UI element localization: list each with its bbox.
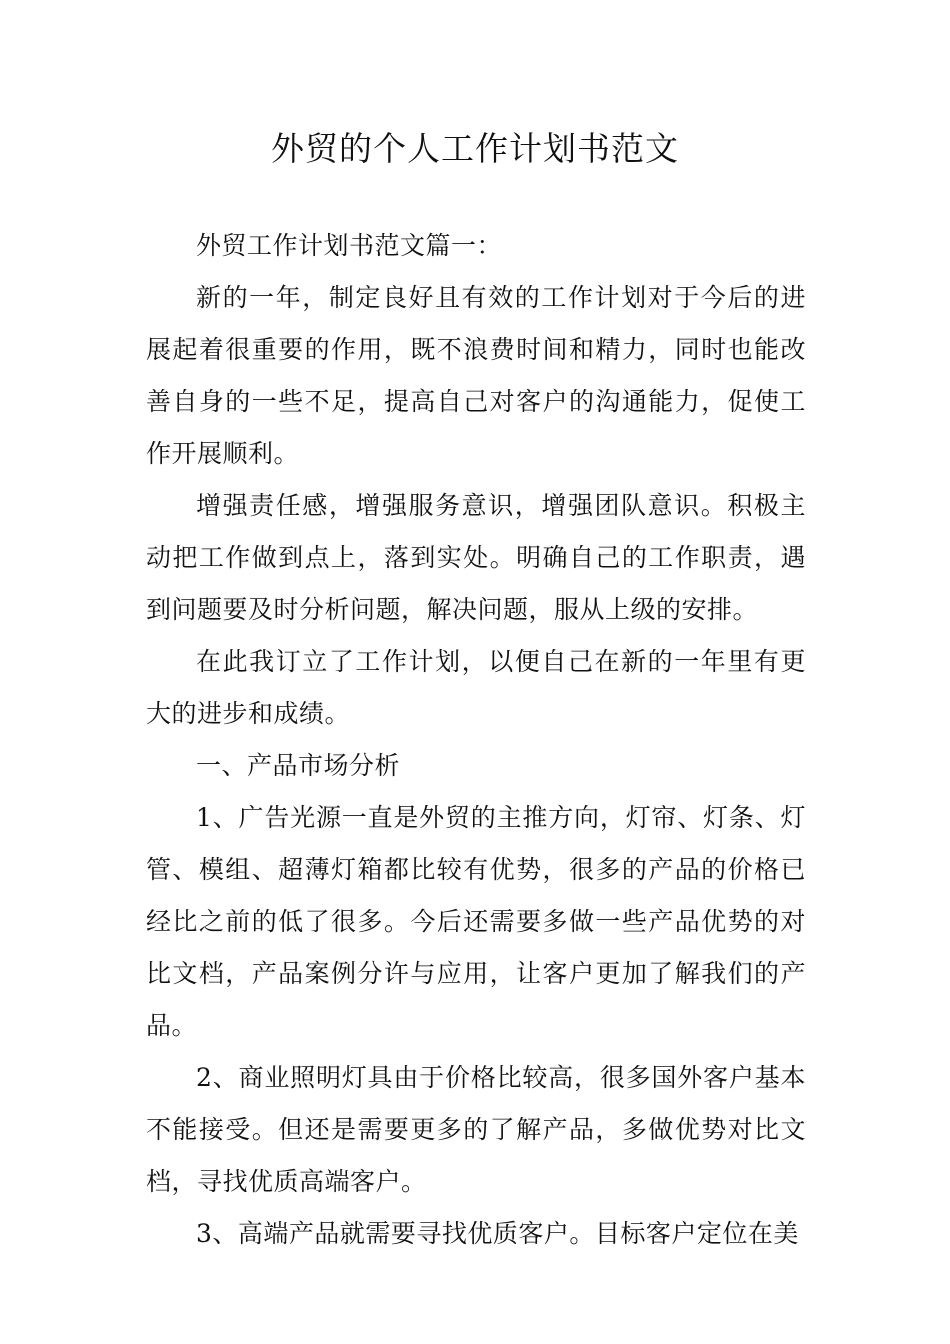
paragraph-plan: 在此我订立了工作计划，以便自己在新的一年里有更大的进步和成绩。: [146, 647, 806, 728]
paragraph-intro-heading: 外贸工作计划书范文篇一：: [196, 231, 503, 260]
paragraph-new-year: 新的一年，制定良好且有效的工作计划对于今后的进展起着很重要的作用，既不浪费时间和精力，同时也能改善自身的一些不足，提高自己对客户的沟通能力，促使工作开展顺利。: [146, 283, 806, 468]
document-body: [146, 220, 806, 1260]
paragraph-responsibility: 增强责任感，增强服务意识，增强团队意识。积极主动把工作做到点上，落到实处。明确自己的工作职责，遇到问题要及时分析问题，解决问题，服从上级的安排。: [146, 491, 806, 624]
paragraph-item-1: 1、广告光源一直是外贸的主推方向，灯帘、灯条、灯管、模组、超薄灯箱都比较有优势，很多的产品的价格已经比之前的低了很多。今后还需要多做一些产品优势的对比文档，产品案例分许与应用，让客户更加了解我们的产品。: [146, 803, 806, 1040]
section-heading-market-analysis: 一、产品市场分析: [196, 751, 401, 780]
document-title: 外贸的个人工作计划书范文: [271, 129, 679, 168]
paragraph-item-2: 2、商业照明灯具由于价格比较高，很多国外客户基本不能接受。但还是需要更多的了解产品，多做优势对比文档，寻找优质高端客户。: [146, 1063, 806, 1196]
paragraph-item-3: 3、高端产品就需要寻找优质客户。目标客户定位在美: [196, 1219, 799, 1248]
